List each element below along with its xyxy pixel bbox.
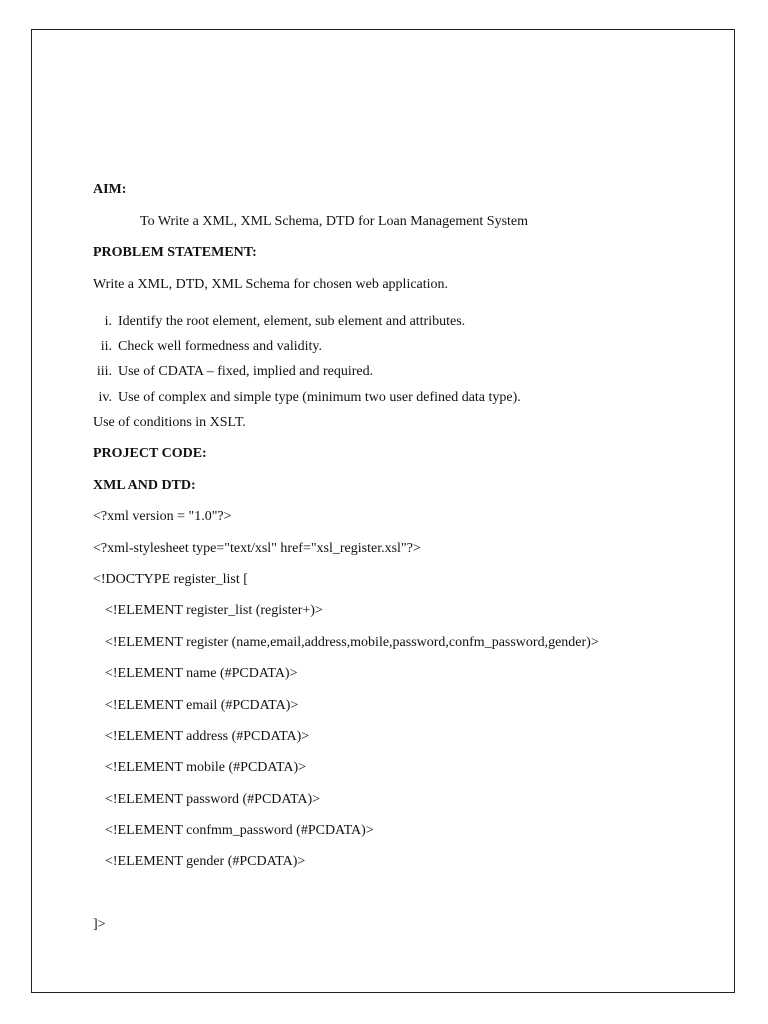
project-code-heading: PROJECT CODE: xyxy=(93,446,207,461)
xml-dtd-heading: XML AND DTD: xyxy=(93,478,196,493)
code-line-doctype-close: ]> xyxy=(93,917,106,932)
code-line-doctype: <!DOCTYPE register_list [ xyxy=(93,572,248,587)
code-line-element: <!ELEMENT name (#PCDATA)> xyxy=(105,666,298,681)
list-item-number: iv. xyxy=(98,390,112,405)
code-line-element: <!ELEMENT register (name,email,address,mobile,password,confm_password,gender)> xyxy=(105,635,599,650)
aim-text: To Write a XML, XML Schema, DTD for Loan Management System xyxy=(140,214,529,229)
list-item-number: i. xyxy=(104,314,112,329)
code-line-element: <!ELEMENT address (#PCDATA)> xyxy=(105,729,310,744)
list-item-number: ii. xyxy=(100,339,112,354)
list-item-text: Use of CDATA – fixed, implied and required. xyxy=(118,364,374,379)
code-line-element: <!ELEMENT register_list (register+)> xyxy=(105,603,323,618)
list-item xyxy=(82,389,521,407)
problem-statement-text: Write a XML, DTD, XML Schema for chosen web application. xyxy=(93,277,449,292)
aim-heading: AIM: xyxy=(93,182,127,197)
list-item-text: Check well formedness and validity. xyxy=(118,339,322,354)
code-line-element: <!ELEMENT email (#PCDATA)> xyxy=(105,698,299,713)
list-item xyxy=(82,313,465,331)
code-line-element: <!ELEMENT password (#PCDATA)> xyxy=(105,792,321,807)
code-line-element: <!ELEMENT gender (#PCDATA)> xyxy=(105,854,306,869)
code-line-xml-declaration: <?xml version = "1.0"?> xyxy=(93,509,232,524)
list-item-text: Identify the root element, element, sub element and attributes. xyxy=(118,314,466,329)
code-line-stylesheet: <?xml-stylesheet type="text/xsl" href="xsl_register.xsl"?> xyxy=(93,541,421,556)
problem-statement-heading: PROBLEM STATEMENT: xyxy=(93,245,257,260)
code-line-element: <!ELEMENT mobile (#PCDATA)> xyxy=(105,760,307,775)
list-item xyxy=(82,363,373,381)
xslt-conditions-text: Use of conditions in XSLT. xyxy=(93,415,246,430)
list-item-number: iii. xyxy=(96,364,112,379)
code-line-element: <!ELEMENT confmm_password (#PCDATA)> xyxy=(105,823,374,838)
list-item-text: Use of complex and simple type (minimum two user defined data type). xyxy=(118,390,521,405)
list-item xyxy=(82,338,322,356)
